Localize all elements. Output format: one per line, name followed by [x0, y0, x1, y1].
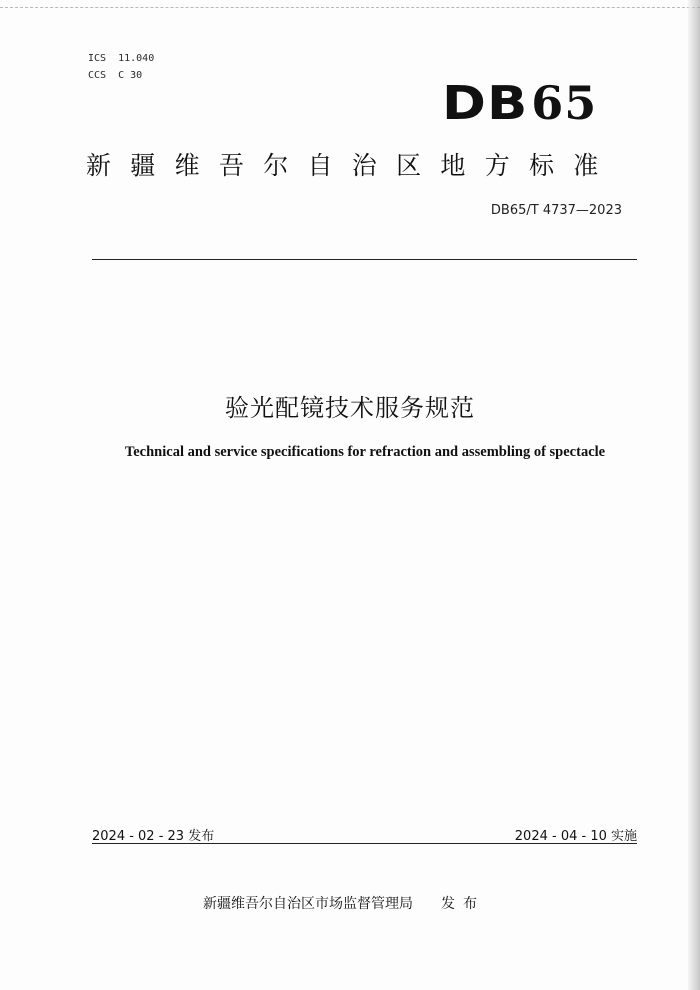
document-title-chinese: 验光配镜技术服务规范 — [225, 394, 475, 422]
implementation-date: 2024 - 04 - 10 实施 — [514, 829, 637, 844]
db-logo-letters: DB — [442, 76, 529, 130]
classification-codes — [88, 50, 154, 84]
db-standard-logo — [442, 78, 597, 128]
issuer-name: 新疆维吾尔自治区市场监督管理局 — [203, 896, 413, 912]
document-title-english: Technical and service specifications for refraction and assembling of spectacle — [124, 444, 606, 460]
issuing-authority — [203, 893, 485, 913]
scan-edge-top — [0, 0, 700, 8]
ccs-code: CCS C 30 — [88, 70, 143, 81]
authority-title: 新疆维吾尔自治区地方标准 — [86, 151, 618, 180]
standard-number: DB65/T 4737—2023 — [490, 203, 622, 218]
divider-top — [92, 259, 637, 260]
divider-bottom — [92, 843, 637, 844]
issue-date: 2024 - 02 - 23 发布 — [92, 829, 215, 844]
issuer-action: 发布 — [441, 896, 485, 912]
ics-code: ICS 11.040 — [88, 53, 155, 64]
scan-edge-right — [688, 0, 700, 990]
db-logo-number: 65 — [531, 76, 598, 130]
